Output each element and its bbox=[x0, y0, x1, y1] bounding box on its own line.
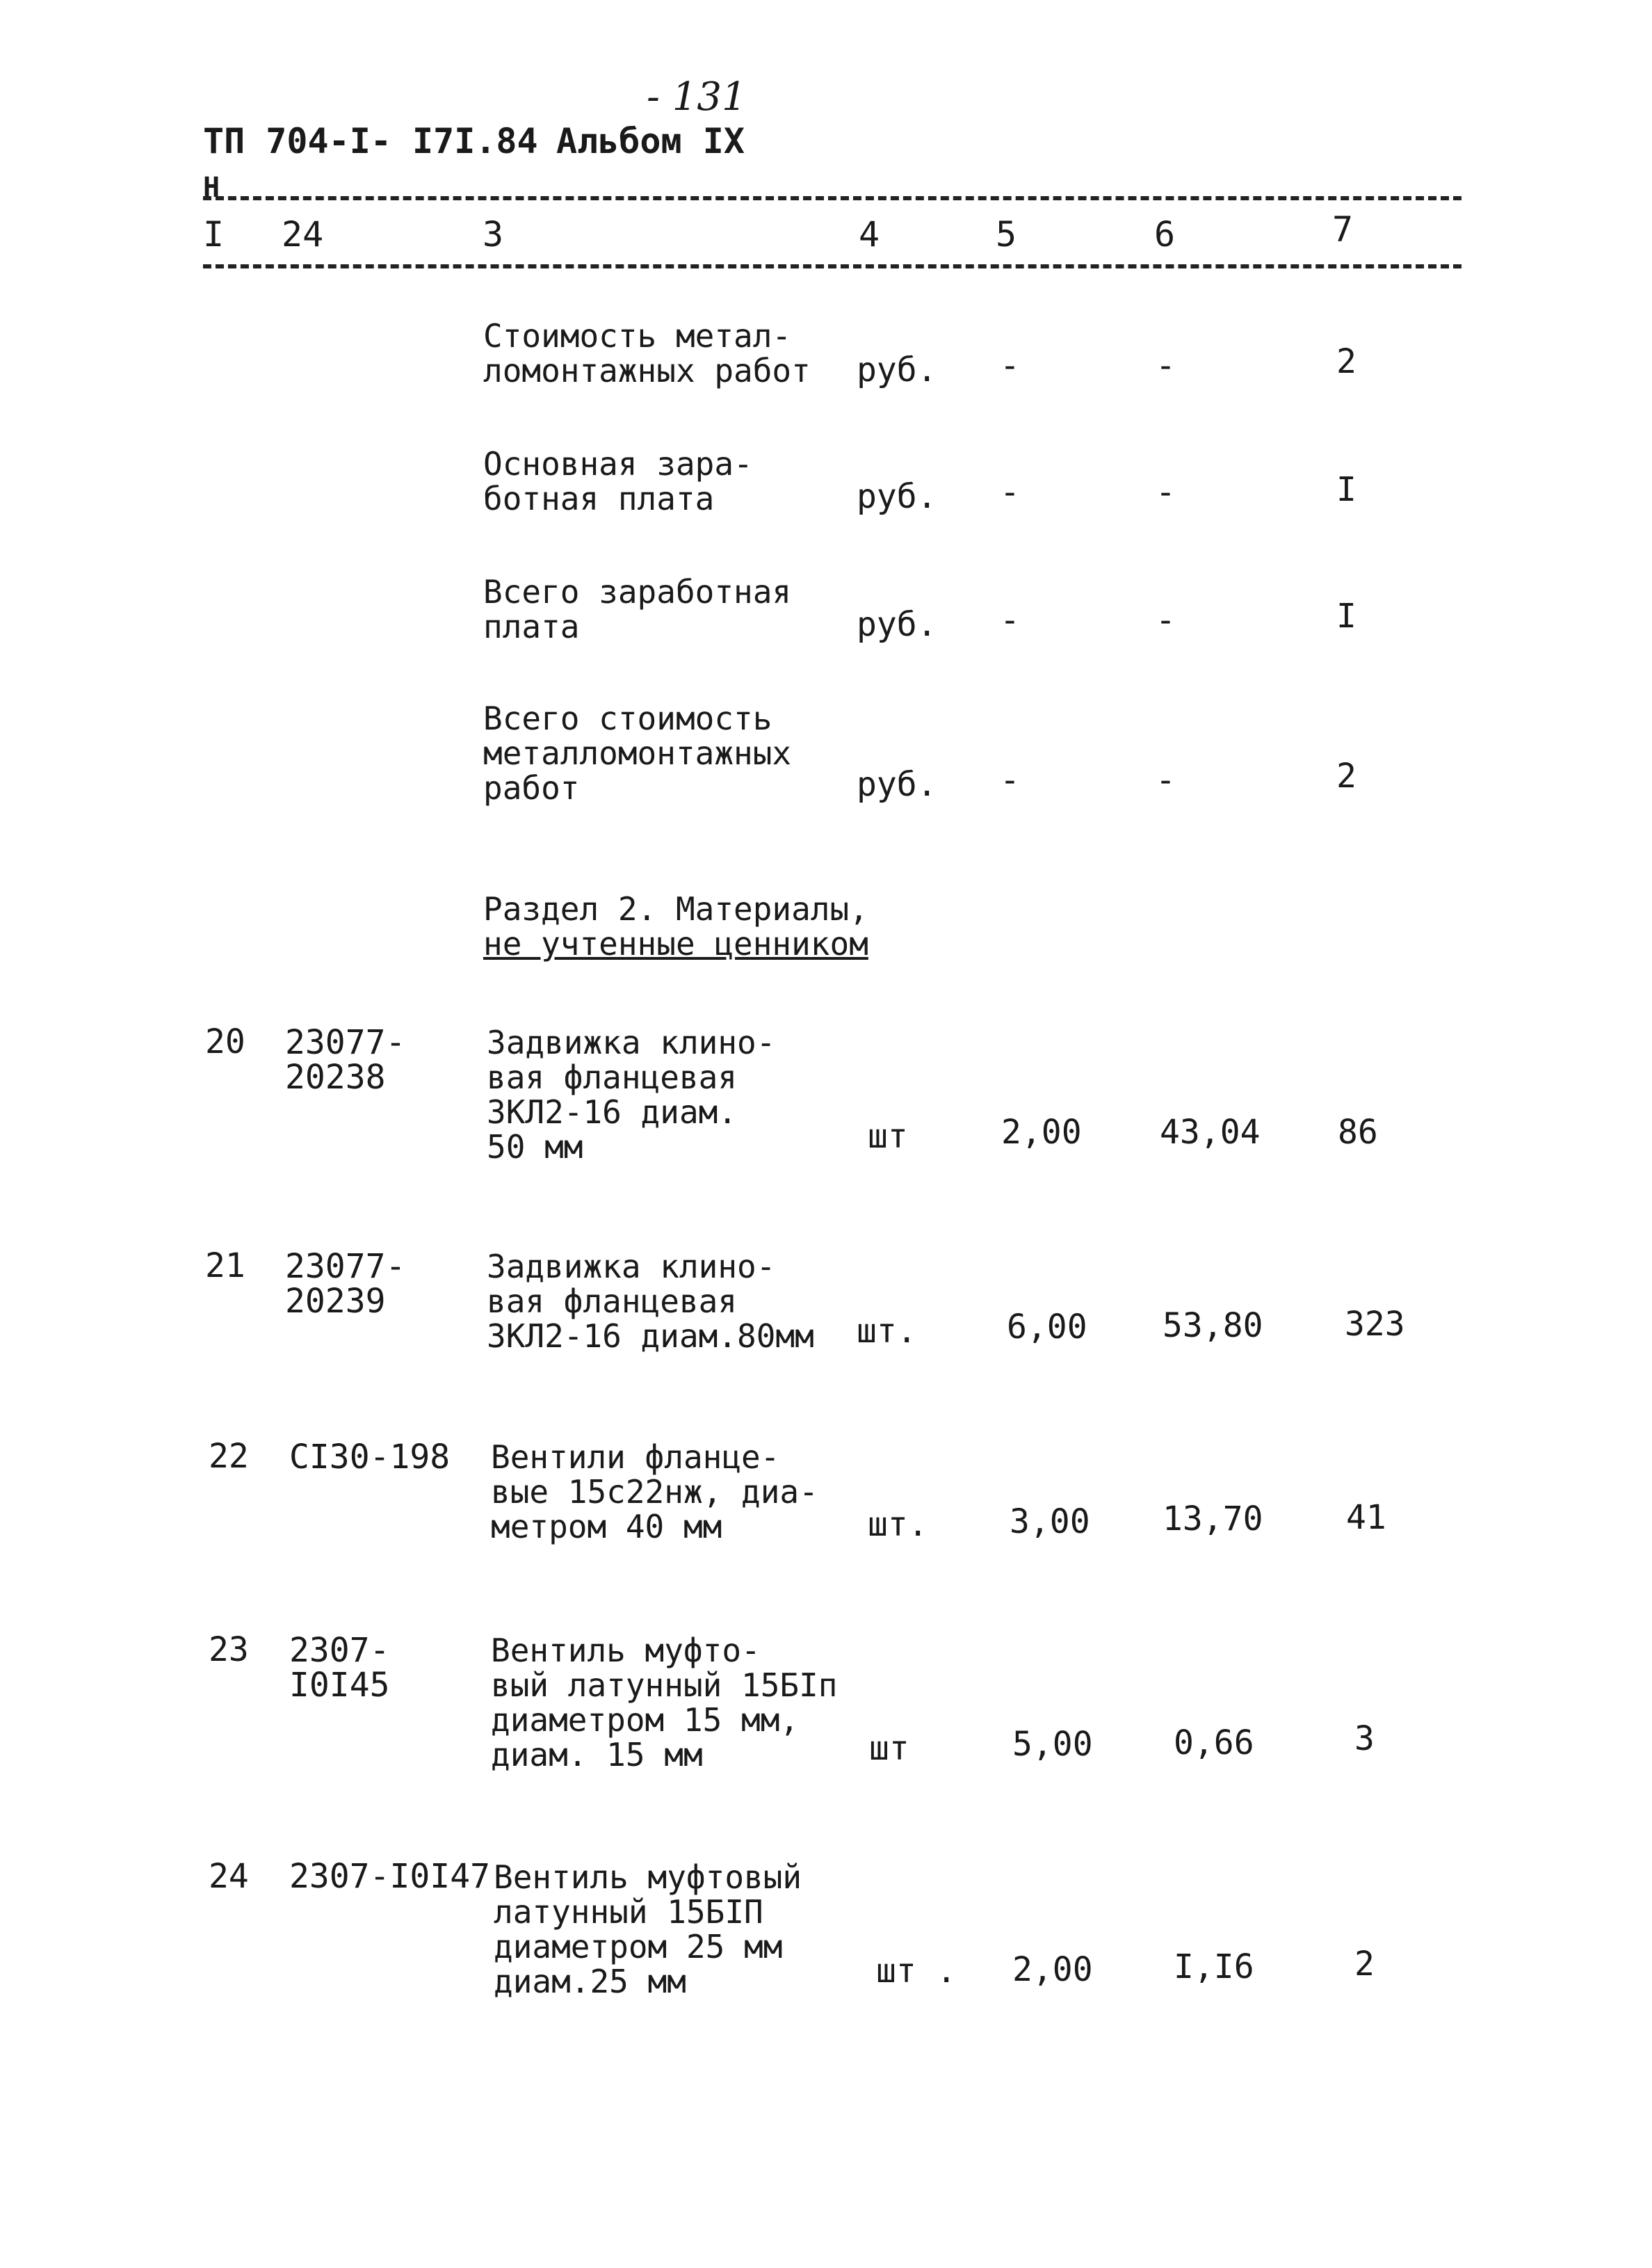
row-price: I,I6 bbox=[1174, 1947, 1254, 1986]
row-qty: - bbox=[1000, 601, 1020, 640]
row-price: 43,04 bbox=[1160, 1113, 1261, 1152]
row-total: 323 bbox=[1345, 1305, 1405, 1344]
header-divider-bottom bbox=[203, 264, 1461, 268]
row-name: Основная зара- ботная плата bbox=[483, 445, 753, 517]
row-unit: руб. bbox=[857, 477, 937, 516]
row-unit: руб. bbox=[857, 351, 937, 389]
row-number: 24 bbox=[209, 1857, 249, 1896]
row-code: 2307-I0I47 bbox=[289, 1857, 490, 1896]
row-qty: - bbox=[1000, 346, 1020, 385]
row-name: Вентили фланце- вые 15с22нж, диа- метром 40 мм bbox=[491, 1438, 818, 1545]
header-mark-n: Н bbox=[203, 172, 220, 204]
column-number-4: 4 bbox=[859, 214, 880, 255]
row-total: 86 bbox=[1338, 1113, 1378, 1152]
row-total: 41 bbox=[1346, 1498, 1386, 1537]
column-number-7: 7 bbox=[1332, 209, 1354, 250]
row-name: Задвижка клино- вая фланцевая ЗКЛ2-16 диам.80мм bbox=[487, 1248, 814, 1355]
column-number-3: 3 bbox=[483, 214, 504, 255]
column-number-1: I bbox=[203, 214, 225, 255]
row-price: - bbox=[1156, 473, 1176, 512]
row-name: Всего стоимость металломонтажных работ bbox=[483, 700, 792, 807]
row-unit: шт. bbox=[868, 1505, 928, 1544]
album-label: Альбом IX bbox=[556, 121, 745, 161]
row-code: 23077- 20239 bbox=[285, 1247, 406, 1321]
row-price: 0,66 bbox=[1174, 1723, 1254, 1762]
row-unit: руб. bbox=[857, 605, 937, 644]
row-price: - bbox=[1156, 346, 1176, 385]
row-number: 20 bbox=[205, 1022, 245, 1061]
row-code: CI30-198 bbox=[289, 1438, 451, 1477]
column-number-6: 6 bbox=[1154, 214, 1176, 255]
column-number-5: 5 bbox=[996, 214, 1017, 255]
row-price: - bbox=[1156, 601, 1176, 640]
row-unit: шт bbox=[869, 1729, 909, 1768]
section-subheading: не учтенные ценником bbox=[483, 925, 868, 963]
row-qty: 6,00 bbox=[1007, 1308, 1087, 1346]
row-qty: - bbox=[1000, 473, 1020, 512]
header-divider-top bbox=[203, 196, 1461, 200]
row-unit: шт. bbox=[857, 1312, 917, 1351]
document-code: ТП 704-I- I7I.84 bbox=[203, 121, 538, 161]
row-qty: 2,00 bbox=[1001, 1113, 1082, 1152]
row-total: 2 bbox=[1354, 1945, 1375, 1984]
row-name: Вентиль муфто- вый латунный 15БIп диаметром 15 мм, диам. 15 мм bbox=[491, 1632, 838, 1774]
row-code: 23077- 20238 bbox=[285, 1023, 406, 1097]
row-qty: 3,00 bbox=[1010, 1502, 1090, 1541]
row-qty: 2,00 bbox=[1012, 1950, 1093, 1989]
page-number: - 131 bbox=[647, 74, 747, 120]
row-price: 53,80 bbox=[1163, 1306, 1263, 1345]
row-price: 13,70 bbox=[1163, 1499, 1263, 1538]
row-total: 3 bbox=[1354, 1719, 1375, 1758]
row-qty: 5,00 bbox=[1012, 1725, 1093, 1764]
row-total: 2 bbox=[1336, 757, 1357, 796]
row-unit: руб. bbox=[857, 765, 937, 804]
row-qty: - bbox=[1000, 761, 1020, 800]
row-name: Стоимость метал- ломонтажных работ bbox=[483, 317, 811, 389]
row-total: 2 bbox=[1336, 342, 1357, 381]
row-number: 23 bbox=[209, 1630, 249, 1669]
row-number: 21 bbox=[205, 1246, 245, 1285]
row-name: Вентиль муфтовый латунный 15БIП диаметром 25 мм диам.25 мм bbox=[494, 1858, 802, 2000]
row-total: I bbox=[1336, 597, 1357, 636]
section-heading: Раздел 2. Материалы, bbox=[483, 890, 868, 928]
column-number-24: 24 bbox=[282, 214, 324, 255]
row-code: 2307- I0I45 bbox=[289, 1631, 390, 1705]
row-price: - bbox=[1156, 761, 1176, 800]
row-total: I bbox=[1336, 470, 1357, 509]
row-unit: шт bbox=[868, 1117, 908, 1156]
row-name: Задвижка клино- вая фланцевая ЗКЛ2-16 диам. 50 мм bbox=[487, 1024, 776, 1166]
row-unit: шт . bbox=[876, 1952, 957, 1990]
row-number: 22 bbox=[209, 1437, 249, 1476]
row-name: Всего заработная плата bbox=[483, 573, 792, 645]
